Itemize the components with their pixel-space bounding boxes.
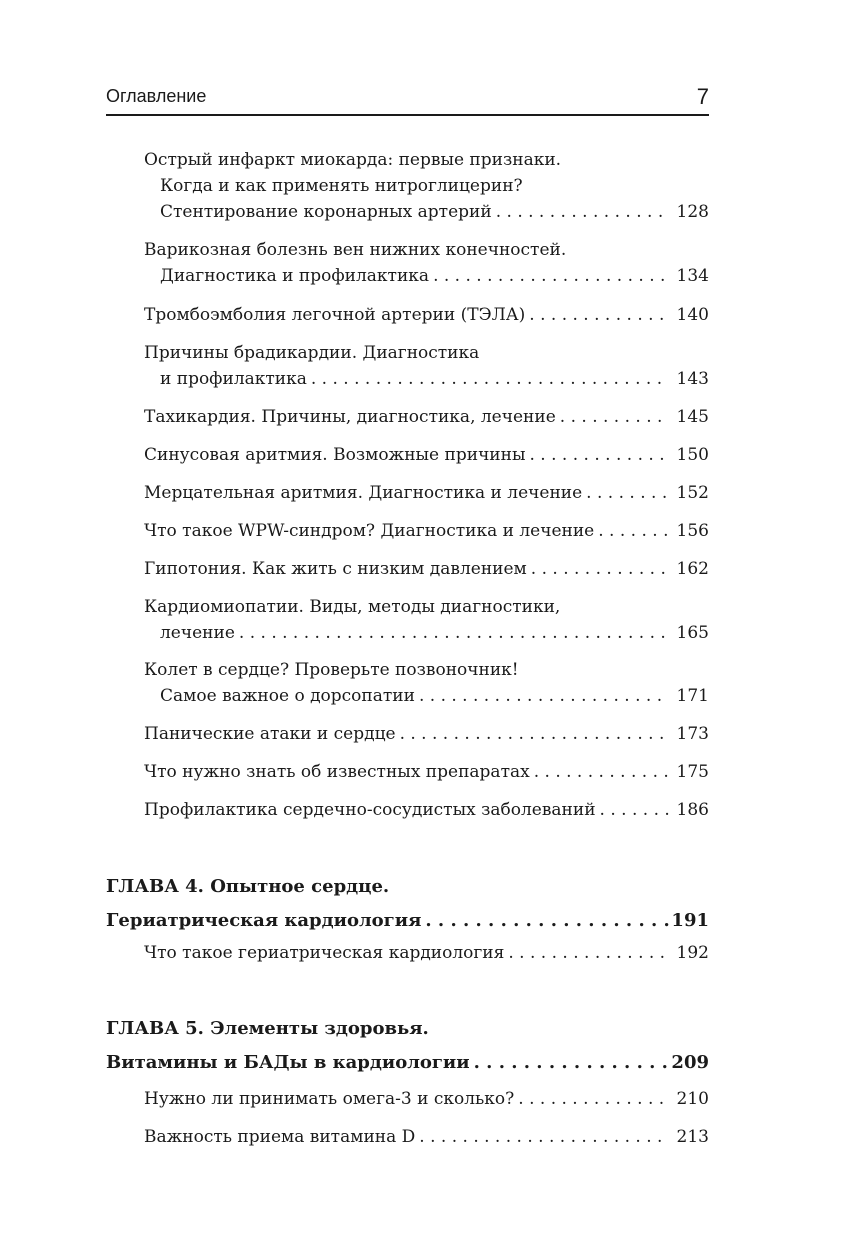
dot-leader (504, 940, 669, 966)
dot-leader (307, 366, 669, 392)
toc-page-number: 156 (676, 521, 709, 541)
toc-entry-text: Что такое WPW-синдром? Диагностика и лечение (144, 521, 595, 541)
toc-entry-last-line (144, 263, 709, 289)
toc-page-number: 143 (676, 369, 709, 389)
toc-entry-text: Панические атаки и сердце (144, 724, 396, 744)
toc-entry-last-line (144, 302, 709, 328)
toc-entry-line: Острый инфаркт миокарда: первые признаки. (144, 150, 562, 170)
toc-entry-text: Мерцательная аритмия. Диагностика и лечение (144, 483, 583, 503)
dot-leader (582, 480, 669, 506)
toc-page-number: 186 (676, 800, 709, 820)
toc-chapter-line: ГЛАВА 4. Опытное сердце. (106, 876, 390, 897)
toc-entry-dorsopathy[interactable] (144, 657, 709, 709)
toc-entry-last-line (144, 199, 709, 225)
dot-leader (514, 1086, 669, 1112)
dot-leader (470, 1046, 669, 1080)
toc-entry-line: Колет в сердце? Проверьте позвоночник! (144, 660, 519, 680)
toc-entry-text: Гипотония. Как жить с низким давлением (144, 559, 527, 579)
toc-entry-last-line (144, 940, 709, 966)
toc-entry-last-line (144, 404, 709, 430)
page-number: 7 (696, 84, 709, 109)
toc-entry-text: и профилактика (160, 369, 307, 389)
toc-entry-drugs[interactable] (144, 759, 709, 785)
toc-entry-text: Самое важное о дорсопатии (160, 686, 415, 706)
toc-entry-vitamin-d[interactable] (144, 1124, 709, 1150)
toc-entry-last-line (144, 518, 709, 544)
toc-entry-last-line (144, 1086, 709, 1112)
toc-page-number: 191 (671, 910, 709, 931)
toc-entry-text: Диагностика и профилактика (160, 266, 430, 286)
toc-entry-text: Что такое гериатрическая кардиология (144, 943, 505, 963)
toc-page-number: 210 (676, 1089, 709, 1109)
toc-entry-text: Стентирование коронарных артерий (160, 202, 492, 222)
toc-page-number: 140 (676, 305, 709, 325)
toc-entry-sinus-arrhythmia[interactable] (144, 442, 709, 468)
toc-entry-last-line (144, 366, 709, 392)
toc-chapter-5[interactable] (106, 1012, 709, 1080)
toc-entry-last-line (144, 721, 709, 747)
toc-page-number: 192 (676, 943, 709, 963)
dot-leader (594, 518, 669, 544)
dot-leader (415, 683, 669, 709)
dot-leader (596, 797, 669, 823)
dot-leader (525, 302, 669, 328)
toc-entry-text: Нужно ли принимать омега-3 и сколько? (144, 1089, 515, 1109)
toc-entry-text: лечение (160, 623, 235, 643)
toc-entry-last-line (144, 480, 709, 506)
toc-entry-atrial-fibrillation[interactable] (144, 480, 709, 506)
toc-chapter-4[interactable] (106, 870, 709, 938)
toc-entry-text: Синусовая аритмия. Возможные причины (144, 445, 526, 465)
toc-entry-text: Тахикардия. Причины, диагностика, лечение (144, 407, 556, 427)
toc-entry-line: Варикозная болезнь вен нижних конечностей. (144, 240, 567, 260)
toc-page-number: 173 (676, 724, 709, 744)
toc-entry-text: Профилактика сердечно-сосудистых заболеваний (144, 800, 596, 820)
running-title: Оглавление (106, 86, 207, 106)
toc-chapter-text: Гериатрическая кардиология (106, 910, 422, 931)
toc-page-number: 175 (676, 762, 709, 782)
toc-chapter-text: Витамины и БАДы в кардиологии (106, 1052, 470, 1073)
toc-entry-last-line (144, 620, 709, 646)
dot-leader (526, 442, 670, 468)
toc-entry-varicose[interactable] (144, 237, 709, 289)
dot-leader (530, 759, 669, 785)
toc-entry-hypotension[interactable] (144, 556, 709, 582)
toc-page-number: 128 (676, 202, 709, 222)
toc-entry-mi[interactable] (144, 147, 709, 225)
toc-page-number: 209 (671, 1052, 709, 1073)
toc-page-number: 145 (676, 407, 709, 427)
toc-page-number: 152 (676, 483, 709, 503)
toc-entry-last-line (144, 1124, 709, 1150)
toc-chapter-last-line (106, 904, 709, 938)
toc-entry-line: Причины брадикардии. Диагностика (144, 343, 480, 363)
toc-entry-panic-attacks[interactable] (144, 721, 709, 747)
toc-page-number: 213 (676, 1127, 709, 1147)
toc-page-number: 150 (676, 445, 709, 465)
toc-entry-tachycardia[interactable] (144, 404, 709, 430)
dot-leader (396, 721, 669, 747)
toc-entry-bradycardia[interactable] (144, 340, 709, 392)
toc-page-number: 162 (676, 559, 709, 579)
toc-entry-omega3[interactable] (144, 1086, 709, 1112)
toc-chapter-line: ГЛАВА 5. Элементы здоровья. (106, 1018, 429, 1039)
toc-entry-line: Когда и как применять нитроглицерин? (160, 176, 523, 196)
dot-leader (556, 404, 669, 430)
header-rule (106, 114, 709, 116)
dot-leader (527, 556, 669, 582)
toc-page-number: 171 (676, 686, 709, 706)
toc-chapter-last-line (106, 1046, 709, 1080)
dot-leader (492, 199, 669, 225)
toc-entry-last-line (144, 442, 709, 468)
toc-entry-text: Что нужно знать об известных препаратах (144, 762, 530, 782)
toc-entry-text: Тромбоэмболия легочной артерии (ТЭЛА) (144, 305, 526, 325)
toc-entry-last-line (144, 683, 709, 709)
toc-entry-last-line (144, 556, 709, 582)
toc-page-number: 134 (676, 266, 709, 286)
dot-leader (415, 1124, 669, 1150)
toc-entry-geriatric[interactable] (144, 940, 709, 966)
toc-entry-prevention[interactable] (144, 797, 709, 823)
toc-entry-last-line (144, 797, 709, 823)
toc-entry-tela[interactable] (144, 302, 709, 328)
dot-leader (235, 620, 669, 646)
dot-leader (421, 904, 669, 938)
running-header (106, 82, 709, 116)
toc-entry-line: Кардиомиопатии. Виды, методы диагностики, (144, 597, 561, 617)
toc-page-number: 165 (676, 623, 709, 643)
toc-entry-cardiomyopathy[interactable] (144, 594, 709, 646)
toc-entry-wpw[interactable] (144, 518, 709, 544)
toc-entry-last-line (144, 759, 709, 785)
dot-leader (429, 263, 669, 289)
toc-entry-text: Важность приема витамина D (144, 1127, 416, 1147)
